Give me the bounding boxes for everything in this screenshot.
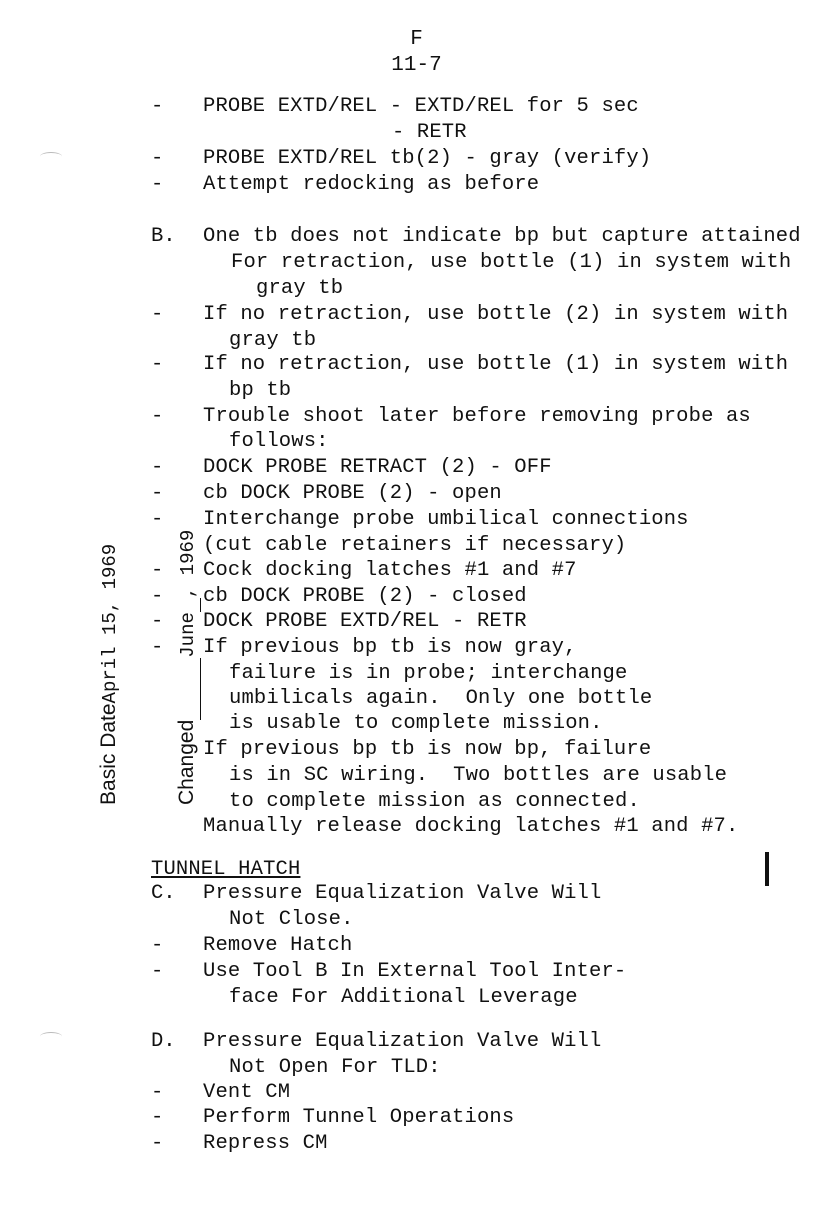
page-number: 11-7 [391,54,442,77]
procedure-line: cb DOCK PROBE (2) - closed [203,585,527,608]
procedure-line: Pressure Equalization Valve Will [203,882,602,905]
procedure-line: to complete mission as connected. [229,790,640,813]
procedure-line: - RETR [392,121,467,144]
procedure-line: PROBE EXTD/REL - EXTD/REL for 5 sec [203,95,639,118]
procedure-line: Not Close. [229,908,354,931]
procedure-line: cb DOCK PROBE (2) - open [203,482,502,505]
procedure-line: Manually release docking latches #1 and #7. [203,815,739,838]
bullet-dash: - [151,173,164,196]
procedure-line: failure is in probe; interchange [229,662,628,685]
procedure-line: Attempt redocking as before [203,173,540,196]
procedure-line: If previous bp tb is now gray, [203,636,577,659]
step-label: B. [151,225,176,248]
changed-label: Changed [175,719,198,805]
bullet-dash: - [151,456,164,479]
bullet-dash: - [151,585,164,608]
procedure-line: follows: [229,430,329,453]
basic-date-value: April 15, 1969 [99,543,121,704]
bullet-dash: - [151,147,164,170]
bullet-dash: - [151,303,164,326]
procedure-line: If previous bp tb is now bp, failure [203,738,652,761]
section-letter: F [410,28,423,51]
changed-date-year: , 1969 [177,529,199,599]
bullet-dash: - [151,934,164,957]
procedure-line: is in SC wiring. Two bottles are usable [229,764,728,787]
procedure-line: Interchange probe umbilical connections [203,508,689,531]
procedure-line: Cock docking latches #1 and #7 [203,559,577,582]
bullet-dash: - [151,1132,164,1155]
bullet-dash: - [151,405,164,428]
procedure-line: One tb does not indicate bp but capture attained [203,225,801,248]
procedure-line: umbilicals again. Only one bottle [229,687,653,710]
procedure-line: If no retraction, use bottle (1) in system with [203,353,789,376]
bullet-dash: - [151,482,164,505]
bullet-dash: - [151,1106,164,1129]
procedure-line: bp tb [229,379,292,402]
procedure-line: PROBE EXTD/REL tb(2) - gray (verify) [203,147,652,170]
bullet-dash: - [151,508,164,531]
procedure-line: is usable to complete mission. [229,712,603,735]
procedure-line: Repress CM [203,1132,328,1155]
procedure-line: (cut cable retainers if necessary) [203,534,627,557]
procedure-line: Trouble shoot later before removing probe as [203,405,751,428]
procedure-line: For retraction, use bottle (1) in system with [231,251,792,274]
procedure-line: If no retraction, use bottle (2) in system with [203,303,789,326]
procedure-line: Pressure Equalization Valve Will [203,1030,602,1053]
step-label: C. [151,882,176,905]
bullet-dash: - [151,636,164,659]
procedure-line: gray tb [229,329,317,352]
bullet-dash: - [151,559,164,582]
procedure-line: gray tb [256,277,344,300]
changed-date-value: June [177,612,199,658]
date-block [18,530,226,840]
bullet-dash: - [151,95,164,118]
procedure-line: face For Additional Leverage [229,986,578,1009]
procedure-line: Use Tool B In External Tool Inter- [203,960,627,983]
procedure-line: Perform Tunnel Operations [203,1106,515,1129]
bullet-dash: - [151,353,164,376]
procedure-line: Not Open For TLD: [229,1056,441,1079]
bullet-dash: - [151,960,164,983]
bullet-dash: - [151,610,164,633]
binder-hole-mark [40,1032,62,1041]
bullet-dash: - [151,1081,164,1104]
binder-hole-mark [40,152,62,161]
step-label: D. [151,1030,176,1053]
procedure-line: Remove Hatch [203,934,353,957]
procedure-line: DOCK PROBE RETRACT (2) - OFF [203,456,552,479]
procedure-line: DOCK PROBE EXTD/REL - RETR [203,610,527,633]
procedure-line: Vent CM [203,1081,291,1104]
section-heading: TUNNEL HATCH [151,858,301,881]
change-bar [765,852,769,886]
basic-date-label: Basic Date [97,703,120,805]
